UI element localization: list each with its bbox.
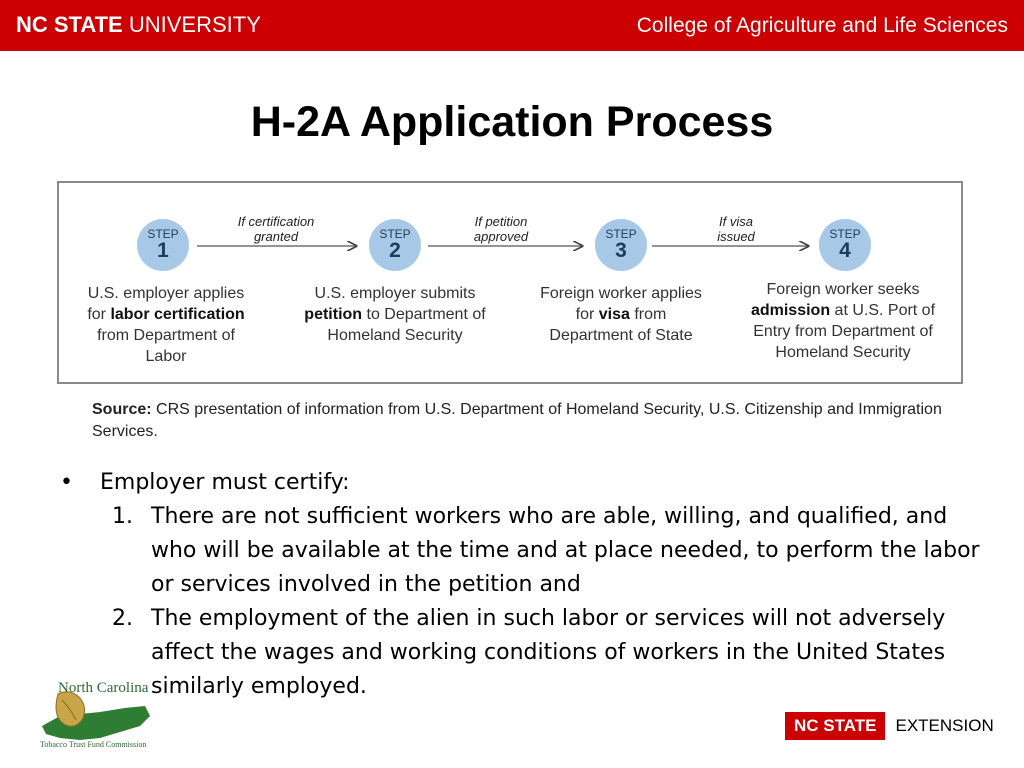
tobacco-trust-fund-logo[interactable] [40, 680, 155, 752]
list-item [60, 500, 980, 602]
step-3-circle [595, 219, 647, 271]
step-3-desc-post: from Department of State [549, 306, 693, 344]
arrow-label-3 [696, 214, 776, 244]
brand-rest: UNIVERSITY [122, 12, 261, 37]
source-text: CRS presentation of information from U.S. Department of Homeland Security, U.S. Citizenship and Immigration Services. [92, 401, 942, 440]
arrow-label-3-line2: issued [717, 229, 755, 244]
step-2-desc-post: to Department of Homeland Security [327, 306, 486, 344]
step-3-word: STEP [605, 227, 637, 241]
bullet-employer [60, 466, 980, 500]
university-logo[interactable] [16, 11, 261, 39]
bullet-marker: • [60, 470, 73, 495]
step-1-word: STEP [147, 227, 179, 241]
arrow-label-1 [221, 214, 331, 244]
step-3-desc-bold: visa [598, 306, 630, 323]
arrow-label-1-line1: If certification [237, 214, 315, 229]
step-1-description [81, 283, 251, 367]
list-item [60, 602, 980, 704]
step-1-desc-pre: U.S. employer applies for [87, 285, 245, 323]
step-4-desc-pre: Foreign worker seeks [766, 281, 920, 298]
source-label: Source: [92, 401, 152, 418]
certification-list [60, 466, 980, 704]
arrow-label-1-line2: granted [253, 229, 299, 244]
step-3-description [535, 283, 707, 346]
source-citation [92, 399, 952, 443]
step-4-word: STEP [829, 227, 861, 241]
nc-logo-subtitle: Tobacco Trust Fund Commission [40, 740, 147, 749]
list-item-text: The employment of the alien in such labor or services will not adversely affect the wages and working conditions of workers in the United States similarly employed. [151, 606, 946, 699]
step-1-number: 1 [157, 239, 169, 262]
arrow-label-2-line2: approved [473, 229, 529, 244]
step-4-circle [819, 219, 871, 271]
college-name[interactable]: College of Agriculture and Life Sciences [636, 14, 1008, 37]
list-item-number: 2. [112, 606, 133, 631]
page-title: H-2A Application Process [250, 98, 774, 146]
step-4-desc-post: at U.S. Port of Entry from Department of Homeland Security [753, 302, 936, 361]
list-item-number: 1. [112, 504, 133, 529]
nc-logo-title: North Carolina [58, 680, 149, 696]
step-1-desc-post: from Department of Labor [97, 327, 235, 365]
step-2-desc-bold: petition [304, 306, 363, 323]
extension-logo-red-block: NC STATE [785, 712, 885, 740]
step-1-desc-bold: labor certification [110, 306, 245, 323]
process-diagram [57, 181, 963, 384]
step-2-circle [369, 219, 421, 271]
step-2-description [299, 283, 491, 346]
step-3-desc-pre: Foreign worker applies for [540, 285, 702, 323]
step-4-description [743, 279, 943, 363]
list-item-text: There are not sufficient workers who are able, willing, and qualified, and who will be available at the time and at place needed, to perform the labor or services involved in the petition and [151, 504, 980, 597]
step-1-circle [137, 219, 189, 271]
arrow-label-2-line1: If petition [474, 214, 528, 229]
bullet-lead-text: Employer must certify: [100, 470, 350, 495]
step-2-desc-pre: U.S. employer submits [314, 285, 476, 302]
extension-logo-text: EXTENSION [895, 716, 994, 735]
arrow-label-3-line1: If visa [719, 214, 753, 229]
step-3-number: 3 [615, 239, 627, 262]
nc-state-extension-logo[interactable] [785, 712, 994, 740]
step-4-number: 4 [839, 239, 851, 262]
brand-bold: NC STATE [16, 12, 123, 37]
step-2-number: 2 [389, 239, 401, 262]
step-4-desc-bold: admission [750, 302, 831, 319]
arrow-label-2 [451, 214, 551, 244]
step-2-word: STEP [379, 227, 411, 241]
header-bar [0, 0, 1024, 51]
